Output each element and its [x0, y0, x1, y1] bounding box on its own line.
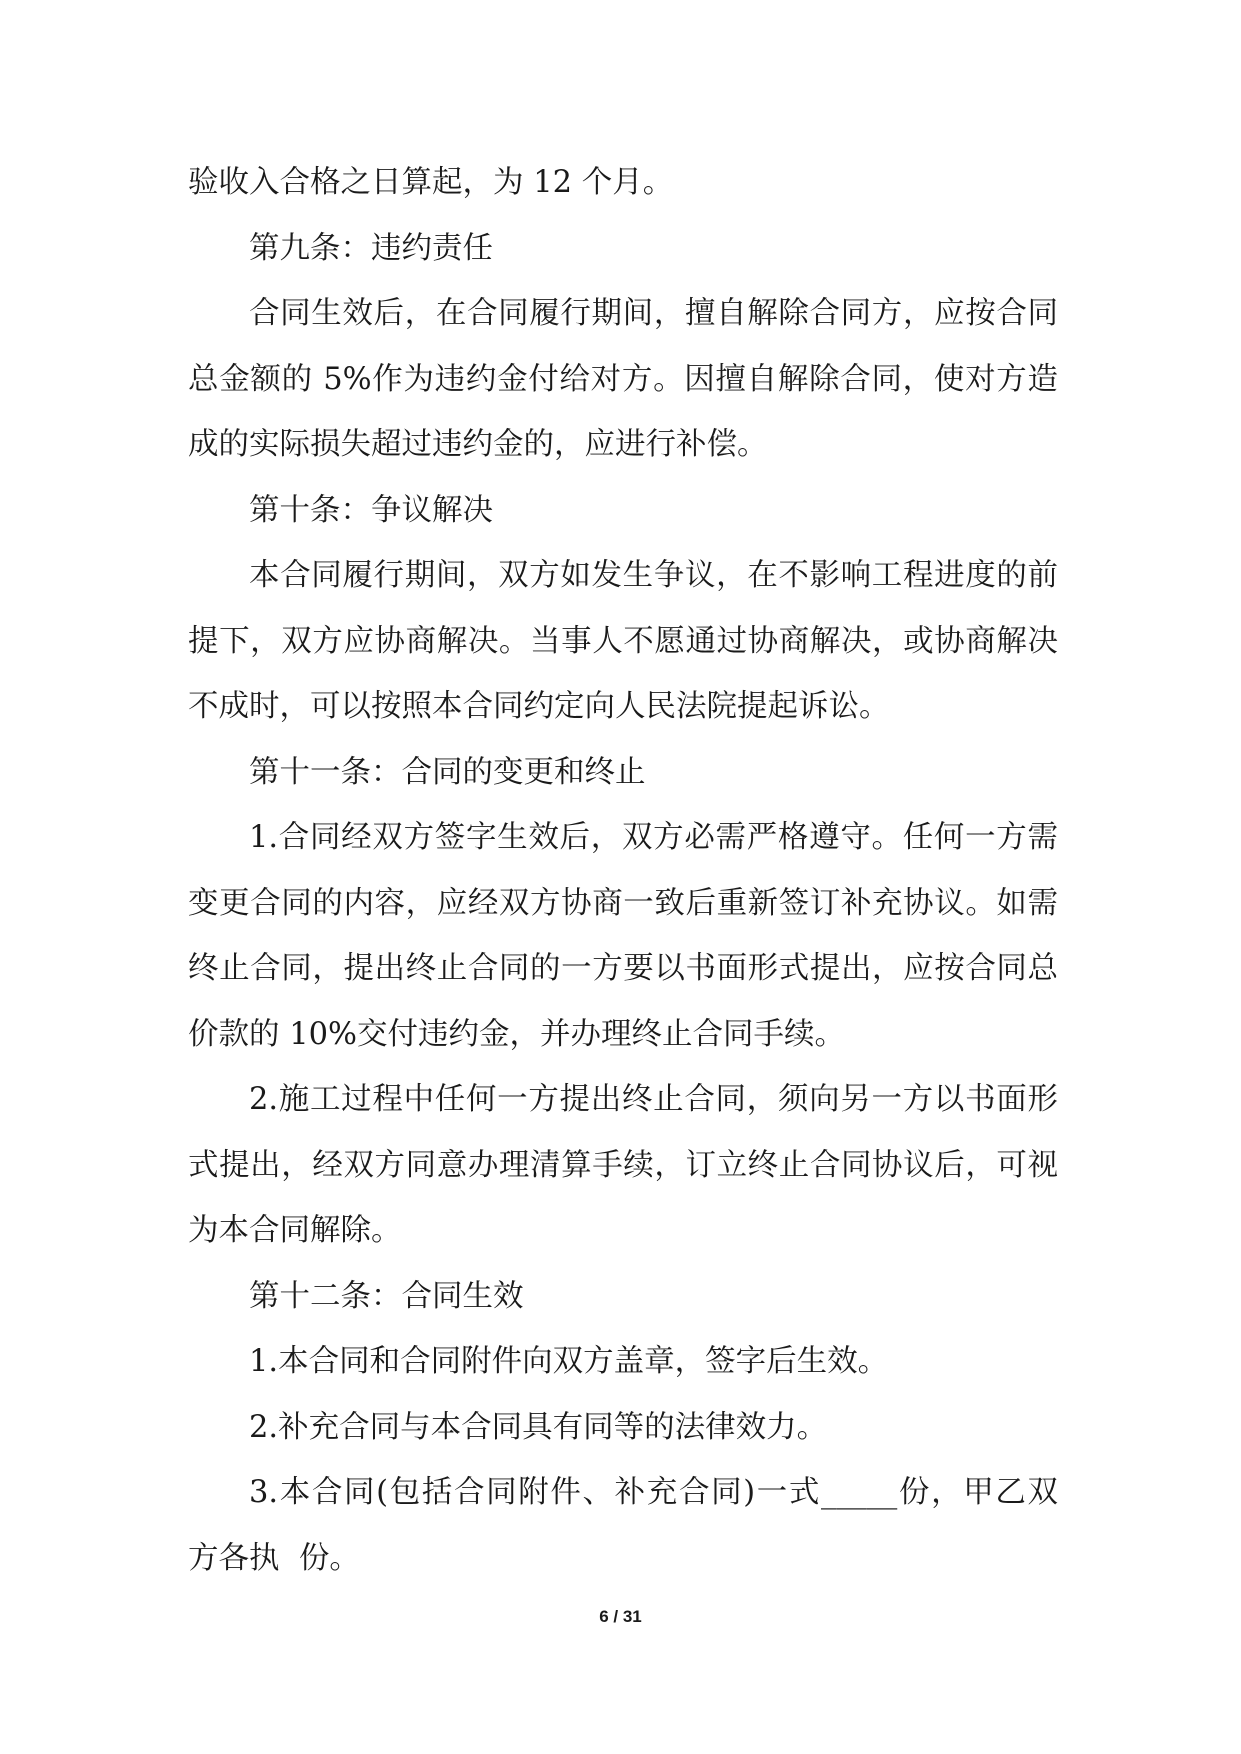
text-line: 终止合同，提出终止合同的一方要以书面形式提出，应按合同总 — [188, 951, 1058, 986]
text-line: 成的实际损失超过违约金的，应进行补偿。 — [188, 427, 768, 462]
text-line: 合同生效后，在合同履行期间，擅自解除合同方，应按合同 — [249, 296, 1058, 331]
text-line: 为本合同解除。 — [188, 1213, 402, 1248]
text-line: 第十条：争议解决 — [249, 492, 493, 528]
text-line: 本合同履行期间，双方如发生争议，在不影响工程进度的前 — [249, 558, 1058, 593]
text-line: 不成时，可以按照本合同约定向人民法院提起诉讼。 — [188, 689, 890, 724]
text-line: 提下，双方应协商解决。当事人不愿通过协商解决，或协商解决 — [188, 623, 1058, 659]
text-line: 变更合同的内容，应经双方协商一致后重新签订补充协议。如需 — [188, 885, 1058, 921]
text-line: 第十一条：合同的变更和终止 — [249, 754, 646, 790]
text-line: 第九条：违约责任 — [249, 230, 493, 266]
text-line: 方各执 份。 — [188, 1540, 360, 1576]
text-line: 1.合同经双方签字生效后，双方必需严格遵守。任何一方需 — [249, 820, 1058, 855]
text-line: 3.本合同(包括合同附件、补充合同)一式_____份，甲乙双 — [249, 1475, 1058, 1510]
document-body — [188, 150, 1058, 1591]
text-line: 式提出，经双方同意办理清算手续，订立终止合同协议后，可视 — [188, 1147, 1058, 1183]
text-line: 2.补充合同与本合同具有同等的法律效力。 — [249, 1409, 828, 1445]
page-number: 6 / 31 — [599, 1607, 642, 1626]
text-line: 1.本合同和合同附件向双方盖章，签字后生效。 — [249, 1344, 889, 1379]
text-line: 总金额的 5%作为违约金付给对方。因擅自解除合同，使对方造 — [188, 361, 1058, 397]
text-line: 价款的 10%交付违约金，并办理终止合同手续。 — [188, 1016, 845, 1052]
text-line: 第十二条：合同生效 — [249, 1278, 524, 1314]
text-line: 2.施工过程中任何一方提出终止合同，须向另一方以书面形 — [249, 1082, 1058, 1117]
text-line: 验收入合格之日算起，为 12 个月。 — [188, 165, 674, 200]
